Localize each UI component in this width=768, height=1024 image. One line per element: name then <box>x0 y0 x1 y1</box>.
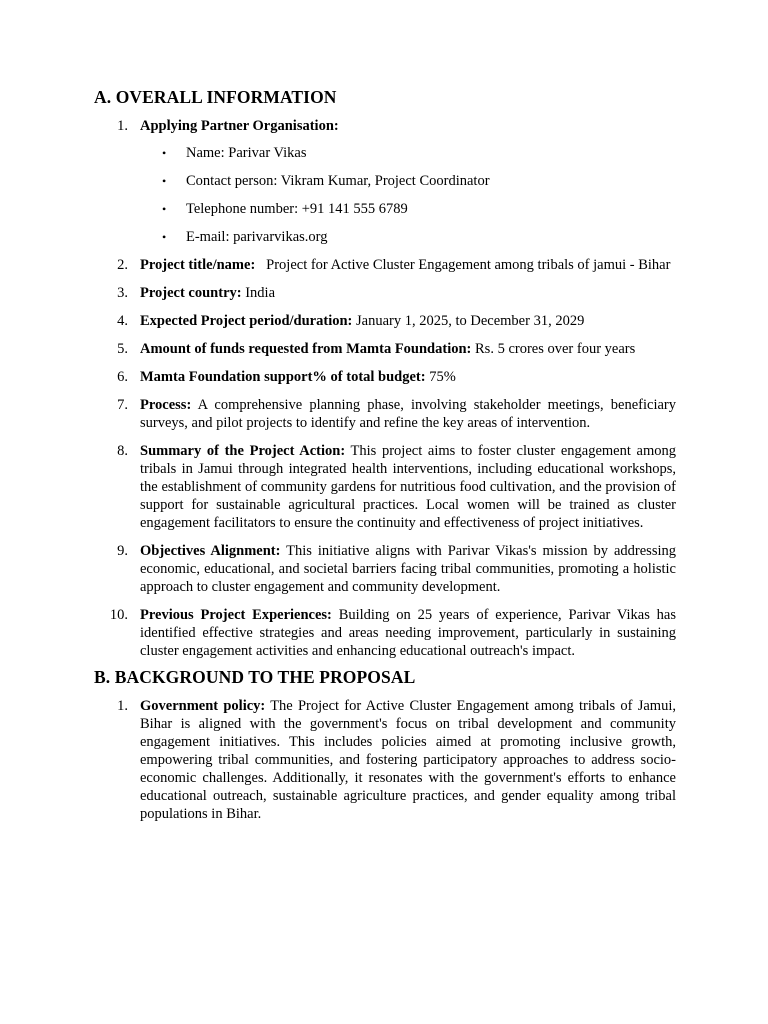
item-label: Previous Project Experiences: <box>140 607 332 623</box>
list-item <box>94 396 676 432</box>
item-number: 6. <box>117 369 128 385</box>
bullet-icon: • <box>162 146 167 160</box>
item-text: 75% <box>425 369 456 385</box>
item-label: Process: <box>140 397 192 413</box>
email-address: E-mail: parivarvikas.org <box>186 229 328 245</box>
section-a-heading: A. OVERALL INFORMATION <box>94 87 337 107</box>
document-page <box>94 86 676 823</box>
list-item <box>140 144 676 162</box>
partner-name: Name: Parivar Vikas <box>186 145 307 161</box>
item-text: This initiative aligns with Parivar Vikas's mission by addressing economic, educational, and societal barriers facing tribal communities, promoting a holistic approach to cluster engagement and community development. <box>140 543 676 595</box>
item-number: 5. <box>117 341 128 357</box>
item-label: Applying Partner Organisation: <box>140 118 339 134</box>
item-text: This project aims to foster cluster engagement among tribals in Jamui through integrated health interventions, including educational workshops, the establishment of community gardens for nutritious food cultivation, and the provision of support for sustainable agricultural practices. Local women will be trained as cluster engagement facilitators to ensure the continuity and effectiveness of project initiatives. <box>140 443 676 531</box>
section-a-list <box>94 117 676 660</box>
item-label: Objectives Alignment: <box>140 543 281 559</box>
partner-details-list <box>140 144 676 246</box>
list-item <box>94 697 676 823</box>
item-number: 2. <box>117 257 128 273</box>
item-label: Project title/name: <box>140 257 256 273</box>
bullet-icon: • <box>162 174 167 188</box>
list-item <box>94 117 676 246</box>
item-number: 8. <box>117 443 128 459</box>
list-item <box>94 542 676 596</box>
item-text: The Project for Active Cluster Engagement among tribals of Jamui, Bihar is aligned with the government's focus on tribal development and community engagement initiatives. This includes policies aimed at promoting inclusive growth, empowering tribal communities, and fostering participatory approaches to address socio-economic challenges. Additionally, it resonates with the government's efforts to enhance educational outreach, sustainable agriculture practices, and gender equality among tribal populations in Bihar. <box>140 698 676 822</box>
item-label: Summary of the Project Action: <box>140 443 346 459</box>
item-label: Expected Project period/duration: <box>140 313 353 329</box>
item-number: 1. <box>117 118 128 134</box>
item-text: A comprehensive planning phase, involving stakeholder meetings, beneficiary surveys, and pilot projects to identify and refine the key areas of intervention. <box>140 397 676 431</box>
telephone-number: Telephone number: +91 141 555 6789 <box>186 201 408 217</box>
item-text: India <box>241 285 276 301</box>
list-item <box>94 256 676 274</box>
item-text: Project for Active Cluster Engagement among tribals of jamui - Bihar <box>255 257 671 273</box>
bullet-icon: • <box>162 230 167 244</box>
item-number: 1. <box>117 698 128 714</box>
item-label: Project country: <box>140 285 242 301</box>
item-label: Amount of funds requested from Mamta Foundation: <box>140 341 472 357</box>
item-label: Government policy: <box>140 698 266 714</box>
item-number: 3. <box>117 285 128 301</box>
list-item <box>94 606 676 660</box>
list-item <box>94 312 676 330</box>
item-text: Rs. 5 crores over four years <box>471 341 636 357</box>
section-b-heading: B. BACKGROUND TO THE PROPOSAL <box>94 667 416 687</box>
list-item <box>94 284 676 302</box>
item-number: 9. <box>117 543 128 559</box>
list-item <box>140 200 676 218</box>
list-item <box>94 340 676 358</box>
item-text: Building on 25 years of experience, Parivar Vikas has identified effective strategies and areas needing improvement, particularly in sustaining cluster engagement activities and enhancing educational outreach's impact. <box>140 607 676 659</box>
item-text: January 1, 2025, to December 31, 2029 <box>352 313 585 329</box>
list-item <box>140 172 676 190</box>
list-item <box>94 368 676 386</box>
contact-person: Contact person: Vikram Kumar, Project Coordinator <box>186 173 490 189</box>
list-item <box>94 442 676 532</box>
list-item <box>140 228 676 246</box>
bullet-icon: • <box>162 202 167 216</box>
item-number: 7. <box>117 397 128 413</box>
section-b-list <box>94 697 676 823</box>
item-number: 4. <box>117 313 128 329</box>
item-label: Mamta Foundation support% of total budget: <box>140 369 426 385</box>
item-number: 10. <box>109 607 128 623</box>
